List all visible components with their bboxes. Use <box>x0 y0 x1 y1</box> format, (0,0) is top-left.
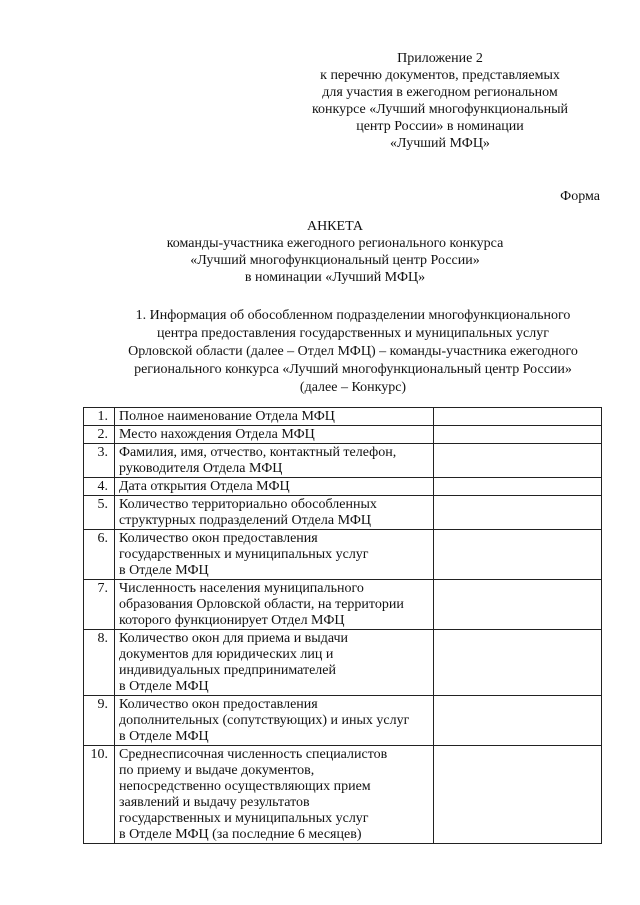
title-heading: АНКЕТА <box>306 219 364 234</box>
row-value-cell[interactable] <box>434 496 602 530</box>
row-description-line: Дата открытия Отдела МФЦ <box>119 479 290 494</box>
row-description <box>115 530 434 580</box>
appendix-line: для участия в ежегодном региональном <box>322 85 558 100</box>
row-description <box>115 580 434 630</box>
row-description-line: в Отделе МФЦ <box>119 563 209 578</box>
row-value-cell[interactable] <box>434 478 602 496</box>
row-description-line: структурных подразделений Отдела МФЦ <box>119 513 371 528</box>
appendix-line: центр России» в номинации <box>356 119 524 134</box>
info-table-body <box>84 408 602 844</box>
row-number: 6. <box>84 530 115 580</box>
row-value-cell[interactable] <box>434 630 602 696</box>
row-value-cell[interactable] <box>434 426 602 444</box>
row-description-line: Среднесписочная численность специалистов <box>119 747 388 762</box>
title-line: в номинации «Лучший МФЦ» <box>244 270 426 285</box>
row-number: 1. <box>84 408 115 426</box>
form-label: Форма <box>560 189 600 204</box>
row-description-line: Количество окон предоставления <box>119 531 318 546</box>
row-number: 9. <box>84 696 115 746</box>
row-value-cell[interactable] <box>434 696 602 746</box>
row-description-line: Фамилия, имя, отчество, контактный телефон, <box>119 445 397 460</box>
row-description-line: Количество территориально обособленных <box>119 497 377 512</box>
title-line: «Лучший многофункциональный центр России» <box>190 253 480 268</box>
row-description-line: в Отделе МФЦ <box>119 679 209 694</box>
appendix-header <box>300 50 580 152</box>
row-value-cell[interactable] <box>434 530 602 580</box>
row-description-line: по приему и выдаче документов, <box>119 763 315 778</box>
row-number: 4. <box>84 478 115 496</box>
row-number: 5. <box>84 496 115 530</box>
row-description <box>115 496 434 530</box>
row-number: 8. <box>84 630 115 696</box>
row-description <box>115 408 434 426</box>
row-value-cell[interactable] <box>434 580 602 630</box>
row-number: 3. <box>84 444 115 478</box>
document-title <box>100 218 570 286</box>
appendix-line: Приложение 2 <box>397 51 483 66</box>
row-value-cell[interactable] <box>434 408 602 426</box>
title-line: команды-участника ежегодного регионального конкурса <box>166 236 504 251</box>
row-number: 7. <box>84 580 115 630</box>
row-description-line: в Отделе МФЦ <box>119 729 209 744</box>
row-description-line: образования Орловской области, на территории <box>119 597 404 612</box>
appendix-line: «Лучший МФЦ» <box>390 136 490 151</box>
row-description-line: индивидуальных предпринимателей <box>119 663 336 678</box>
table-row <box>84 444 602 478</box>
section-line: 1. Информация об обособленном подразделении многофункционального <box>135 308 571 323</box>
table-row <box>84 496 602 530</box>
appendix-line: к перечню документов, представляемых <box>320 68 560 83</box>
row-description-line: Количество окон предоставления <box>119 697 318 712</box>
row-description-line: документов для юридических лиц и <box>119 647 334 662</box>
appendix-line: конкурсе «Лучший многофункциональный <box>311 102 569 117</box>
table-row <box>84 478 602 496</box>
row-description-line: заявлений и выдачу результатов <box>119 795 310 810</box>
row-description-line: руководителя Отдела МФЦ <box>119 461 283 476</box>
section-line: регионального конкурса «Лучший многофункциональный центр России» <box>134 362 572 377</box>
row-description-line: в Отделе МФЦ (за последние 6 месяцев) <box>119 827 362 842</box>
row-description-line: которого функционирует Отдел МФЦ <box>119 613 345 628</box>
table-row <box>84 530 602 580</box>
row-description <box>115 426 434 444</box>
row-description-line: Количество окон для приема и выдачи <box>119 631 349 646</box>
info-table <box>83 407 602 844</box>
table-row <box>84 408 602 426</box>
row-description-line: Численность населения муниципального <box>119 581 364 596</box>
row-description <box>115 478 434 496</box>
section-heading <box>98 307 608 397</box>
row-description-line: Место нахождения Отдела МФЦ <box>119 427 315 442</box>
table-row <box>84 580 602 630</box>
row-description <box>115 444 434 478</box>
row-description-line: непосредственно осуществляющих прием <box>119 779 371 794</box>
row-description-line: дополнительных (сопутствующих) и иных услуг <box>119 713 410 728</box>
table-row <box>84 696 602 746</box>
row-description-line: Полное наименование Отдела МФЦ <box>119 409 335 424</box>
row-description-line: государственных и муниципальных услуг <box>119 811 369 826</box>
section-line: (далее – Конкурс) <box>299 380 407 395</box>
row-description <box>115 630 434 696</box>
table-row <box>84 426 602 444</box>
table-row <box>84 746 602 844</box>
section-line: центра предоставления государственных и муниципальных услуг <box>156 326 549 341</box>
table-row <box>84 630 602 696</box>
row-description <box>115 696 434 746</box>
row-number: 10. <box>84 746 115 844</box>
row-description <box>115 746 434 844</box>
row-value-cell[interactable] <box>434 746 602 844</box>
row-description-line: государственных и муниципальных услуг <box>119 547 369 562</box>
row-value-cell[interactable] <box>434 444 602 478</box>
row-number: 2. <box>84 426 115 444</box>
section-line: Орловской области (далее – Отдел МФЦ) – команды-участника ежегодного <box>128 344 578 359</box>
